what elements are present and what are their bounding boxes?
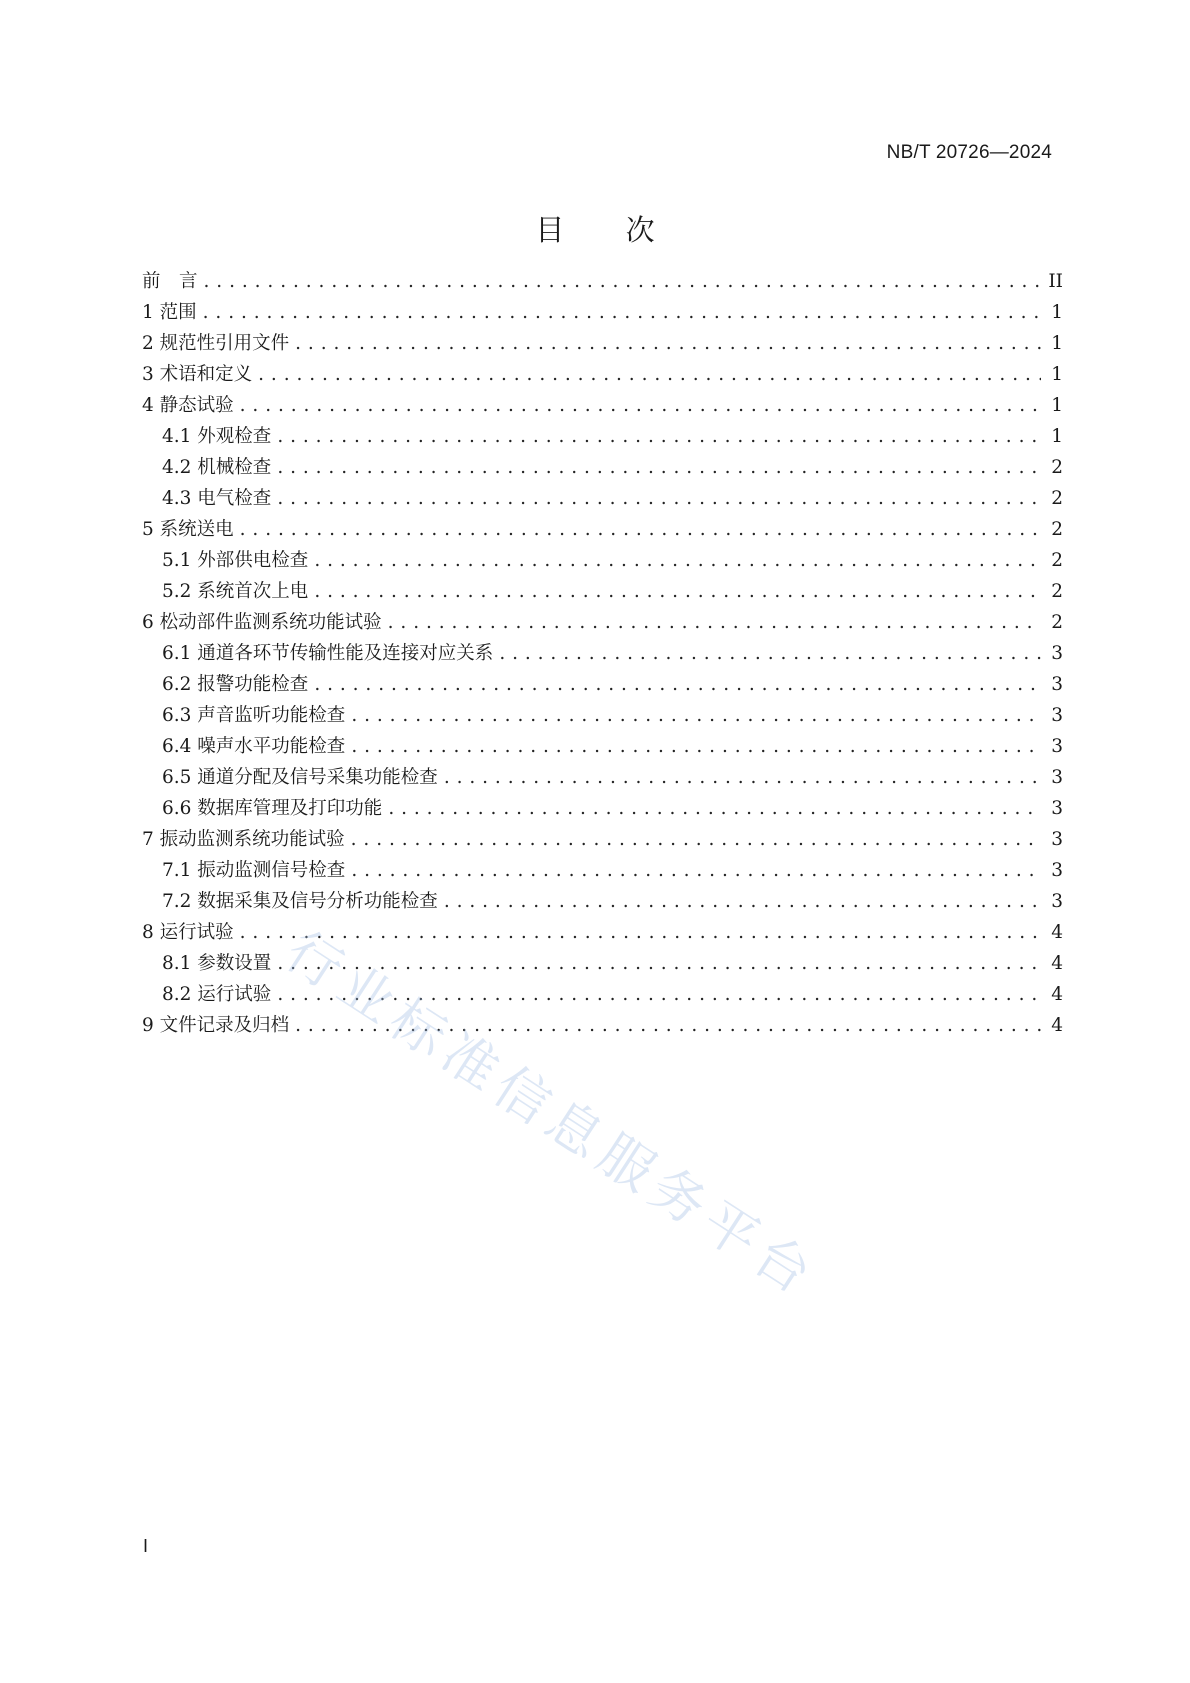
toc-entry-label: 8.2 运行试验 [162, 984, 272, 1005]
toc-entry[interactable] [142, 298, 1063, 329]
toc-dot-leader [314, 581, 1041, 602]
toc-entry-label: 6.4 噪声水平功能检查 [162, 736, 346, 757]
toc-entry[interactable] [142, 1011, 1063, 1042]
toc-dot-leader [351, 860, 1041, 881]
toc-entry-label: 7.1 振动监测信号检查 [162, 860, 346, 881]
toc-entry[interactable] [142, 546, 1063, 577]
toc-dot-leader [277, 426, 1041, 447]
toc-entry[interactable] [142, 608, 1063, 639]
toc-entry-label: 8 运行试验 [142, 922, 234, 943]
toc-entry-label: 5.1 外部供电检查 [162, 550, 309, 571]
toc-entry[interactable] [142, 360, 1063, 391]
toc-title: 目 次 [535, 213, 681, 247]
toc-entry[interactable] [142, 825, 1063, 856]
toc-entry-page: 3 [1051, 767, 1063, 788]
toc-entry-label: 7.2 数据采集及信号分析功能检查 [162, 891, 438, 912]
toc-entry-page: 1 [1051, 302, 1063, 323]
toc-dot-leader [351, 705, 1041, 726]
toc-entry-page: 4 [1051, 953, 1063, 974]
toc-entry-label: 6.5 通道分配及信号采集功能检查 [162, 767, 438, 788]
toc-entry-page: 3 [1051, 798, 1063, 819]
toc-entry[interactable] [142, 515, 1063, 546]
toc-dot-leader [203, 302, 1041, 323]
toc-dot-leader [351, 736, 1041, 757]
toc-entry-page: 4 [1051, 1015, 1063, 1036]
toc-entry-label: 6.2 报警功能检查 [162, 674, 309, 695]
toc-entry-page: 1 [1051, 333, 1063, 354]
toc-dot-leader [351, 829, 1041, 850]
toc-dot-leader [388, 798, 1041, 819]
toc-dot-leader [295, 333, 1041, 354]
toc-entry[interactable] [142, 763, 1063, 794]
toc-entry[interactable] [142, 887, 1063, 918]
toc-entry-page: 2 [1051, 457, 1063, 478]
toc-entry[interactable] [142, 794, 1063, 825]
toc-entry-label: 4 静态试验 [142, 395, 234, 416]
toc-dot-leader [258, 364, 1041, 385]
toc-entry[interactable] [142, 391, 1063, 422]
toc-entry-page: 2 [1051, 488, 1063, 509]
toc-entry-page: 4 [1051, 984, 1063, 1005]
toc-entry[interactable] [142, 856, 1063, 887]
toc-entry-page: 3 [1051, 705, 1063, 726]
toc-entry-label: 4.3 电气检查 [162, 488, 272, 509]
toc-entry-label: 6.3 声音监听功能检查 [162, 705, 346, 726]
toc-entry-page: II [1048, 271, 1063, 292]
page-number: I [143, 1536, 149, 1556]
toc-entry[interactable] [142, 701, 1063, 732]
toc-entry-page: 1 [1051, 395, 1063, 416]
toc-entry-label: 7 振动监测系统功能试验 [142, 829, 345, 850]
toc-dot-leader [314, 674, 1041, 695]
toc-entry[interactable] [142, 484, 1063, 515]
toc-entry-page: 3 [1051, 860, 1063, 881]
toc-dot-leader [444, 767, 1041, 788]
toc-entry[interactable] [142, 918, 1063, 949]
toc-entry-label: 6 松动部件监测系统功能试验 [142, 612, 382, 633]
toc-entry-label: 6.6 数据库管理及打印功能 [162, 798, 383, 819]
toc-entry-page: 3 [1051, 674, 1063, 695]
toc-entry-page: 2 [1051, 550, 1063, 571]
toc-dot-leader [499, 643, 1041, 664]
toc-entry-label: 8.1 参数设置 [162, 953, 272, 974]
toc-entry[interactable] [142, 267, 1063, 298]
toc-entry-page: 3 [1051, 829, 1063, 850]
toc-entry-label: 3 术语和定义 [142, 364, 253, 385]
toc-entry-label: 4.2 机械检查 [162, 457, 272, 478]
toc-dot-leader [240, 395, 1041, 416]
toc-dot-leader [204, 271, 1041, 292]
toc-entry-page: 1 [1051, 364, 1063, 385]
toc-entry[interactable] [142, 732, 1063, 763]
toc-entry[interactable] [142, 577, 1063, 608]
toc-entry[interactable] [142, 670, 1063, 701]
toc-entry-label: 5 系统送电 [142, 519, 234, 540]
toc-entry[interactable] [142, 422, 1063, 453]
toc-entry-label: 前 言 [142, 271, 198, 292]
toc-entry-page: 1 [1051, 426, 1063, 447]
toc-entry-label: 6.1 通道各环节传输性能及连接对应关系 [162, 643, 494, 664]
toc-dot-leader [277, 457, 1041, 478]
toc-entry[interactable] [142, 453, 1063, 484]
toc-dot-leader [444, 891, 1041, 912]
toc-entry[interactable] [142, 639, 1063, 670]
toc-entry[interactable] [142, 329, 1063, 360]
toc-entry-page: 2 [1051, 612, 1063, 633]
toc-entry-page: 3 [1051, 643, 1063, 664]
toc-entry-page: 2 [1051, 581, 1063, 602]
toc-entry[interactable] [142, 980, 1063, 1011]
toc-entry-label: 1 范围 [142, 302, 197, 323]
toc-dot-leader [388, 612, 1041, 633]
toc-entry-label: 4.1 外观检查 [162, 426, 272, 447]
toc-entry-page: 3 [1051, 736, 1063, 757]
toc-dot-leader [314, 550, 1041, 571]
toc-entry-label: 9 文件记录及归档 [142, 1015, 290, 1036]
toc-dot-leader [277, 488, 1041, 509]
toc-dot-leader [240, 519, 1041, 540]
watermark: 行业标准信息服务平台 [274, 919, 829, 1310]
toc-entry-page: 2 [1051, 519, 1063, 540]
table-of-contents [142, 267, 1063, 1042]
standard-code: NB/T 20726—2024 [886, 142, 1052, 163]
toc-entry-page: 4 [1051, 922, 1063, 943]
toc-entry-label: 5.2 系统首次上电 [162, 581, 309, 602]
toc-entry-page: 3 [1051, 891, 1063, 912]
toc-entry-label: 2 规范性引用文件 [142, 333, 290, 354]
